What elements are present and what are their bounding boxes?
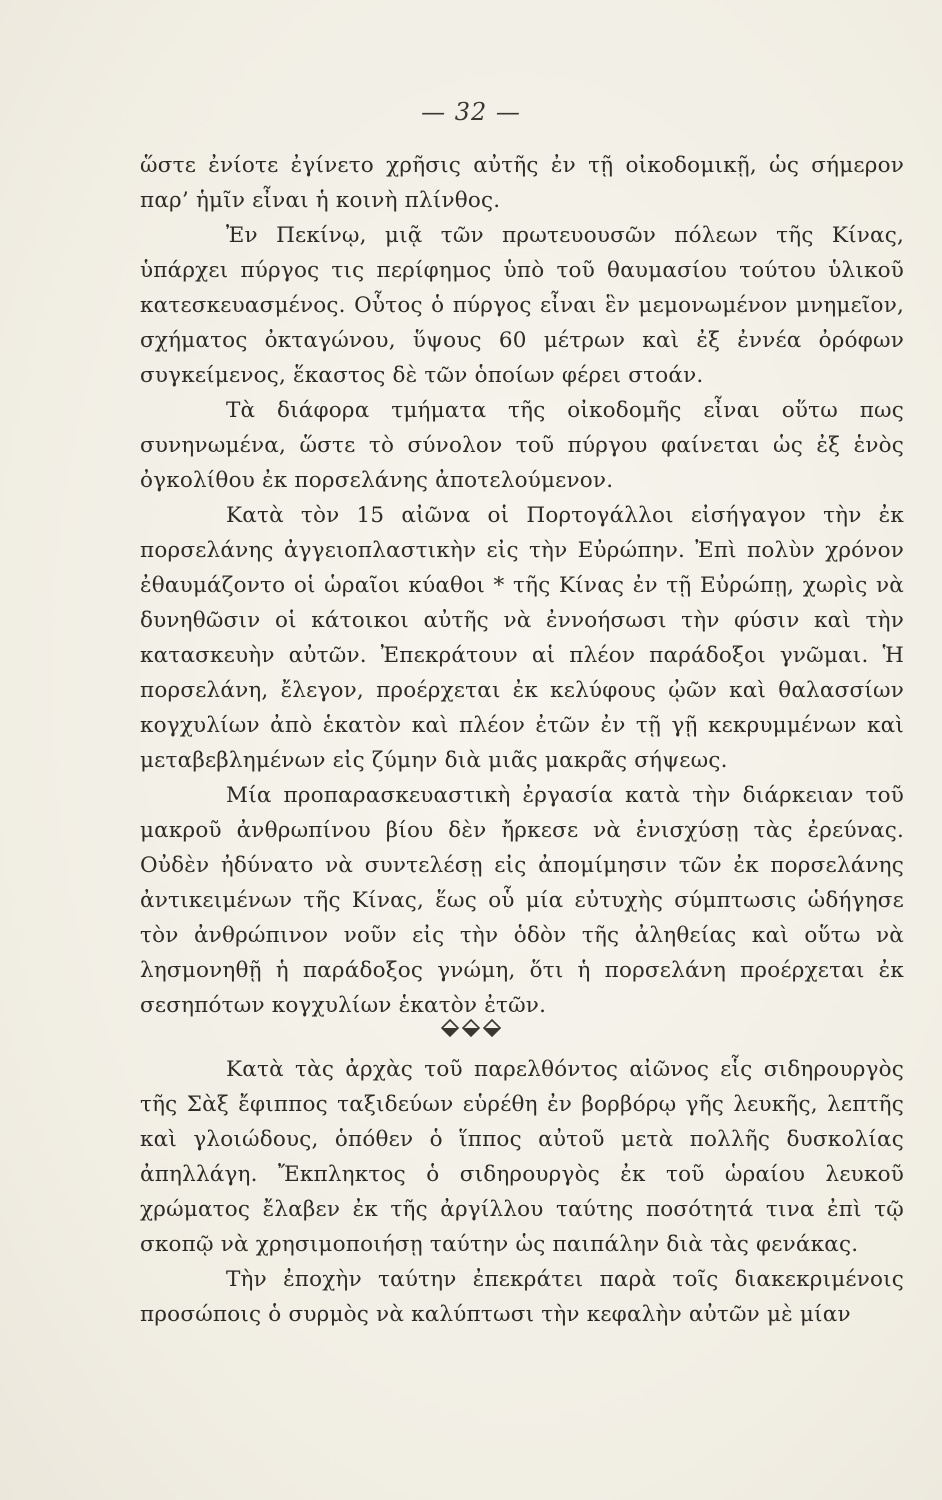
main-text-section xyxy=(140,148,904,1023)
paragraph: Τὴν ἐποχὴν ταύτην ἐπεκράτει παρὰ τοῖς διακεκριμένοις προσώποις ὁ συρμὸς νὰ καλύπτωσι τὴν κεφαλὴν αὐτῶν μὲ μίαν xyxy=(140,1267,904,1327)
paragraph: Κατὰ τὰς ἀρχὰς τοῦ παρελθόντος αἰῶνος εἷς σιδηρουργὸς τῆς Σὰξ ἔφιππος ταξιδεύων εὑρέθη ἐν βορβόρῳ γῆς λευκῆς, λεπτῆς καὶ γλοιώδους, ὁπόθεν ὁ ἵππος αὐτοῦ μετὰ πολλῆς δυσκολίας ἀπηλλάγη. Ἔκπληκτος ὁ σιδηρουργὸς ἐκ τοῦ ὡραίου λευκοῦ χρώματος ἔλαβεν ἐκ τῆς ἀργίλλου ταύτης ποσότητά τινα ἐπὶ τῷ σκοπῷ νὰ χρησιμοποιήσῃ ταύτην ὡς παιπάλην διὰ τὰς φενάκας. xyxy=(140,1057,904,1257)
paragraph: Μία προπαρασκευαστικὴ ἐργασία κατὰ τὴν διάρκειαν τοῦ μακροῦ ἀνθρωπίνου βίου δὲν ἤρκεσε νὰ ἐνισχύσῃ τὰς ἐρεύνας. Οὐδὲν ἠδύνατο νὰ συντελέσῃ εἰς ἀπομίμησιν τῶν ἐκ πορσελάνης ἀντικειμένων τῆς Κίνας, ἕως οὗ μία εὐτυχὴς σύμπτωσις ὡδήγησε τὸν ἀνθρώπινον νοῦν εἰς τὴν ὁδὸν τῆς ἀληθείας καὶ οὕτω νὰ λησμονηθῇ ἡ παράδοξος γνώμη, ὅτι ἡ πορσελάνη προέρχεται ἐκ σεσηπότων κογχυλίων ἑκατὸν ἐτῶν. xyxy=(140,783,904,1018)
section-divider xyxy=(0,1008,942,1048)
second-text-section xyxy=(140,1052,904,1332)
page-number: — 32 — xyxy=(421,98,521,126)
paragraph: ὥστε ἐνίοτε ἐγίνετο χρῆσις αὐτῆς ἐν τῇ οἰκοδομικῇ, ὡς σήμερον παρ’ ἡμῖν εἶναι ἡ κοινὴ πλίνθος. xyxy=(140,153,904,213)
paragraph: Ἐν Πεκίνῳ, μιᾷ τῶν πρωτευουσῶν πόλεων τῆς Κίνας, ὑπάρχει πύργος τις περίφημος ὑπὸ τοῦ θαυμασίου τούτου ὑλικοῦ κατεσκευασμένος. Οὗτος ὁ πύργος εἶναι ἓν μεμονωμένον μνημεῖον, σχήματος ὀκταγώνου, ὕψους 60 μέτρων καὶ ἐξ ἐννέα ὀρόφων συγκείμενος, ἕκαστος δὲ τῶν ὁποίων φέρει στοάν. xyxy=(140,223,904,388)
paragraph: Τὰ διάφορα τμήματα τῆς οἰκοδομῆς εἶναι οὕτω πως συνηνωμένα, ὥστε τὸ σύνολον τοῦ πύργου φαίνεται ὡς ἐξ ἑνὸς ὀγκολίθου ἐκ πορσελάνης ἀποτελούμενον. xyxy=(140,398,904,493)
diamond-triplet-icon xyxy=(440,1018,502,1038)
paragraph: Κατὰ τὸν 15 αἰῶνα οἱ Πορτογάλλοι εἰσήγαγον τὴν ἐκ πορσελάνης ἀγγειοπλαστικὴν εἰς τὴν Εὐρώπην. Ἐπὶ πολὺν χρόνον ἐθαυμάζοντο οἱ ὡραῖοι κύαθοι * τῆς Κίνας ἐν τῇ Εὐρώπῃ, χωρὶς νὰ δυνηθῶσιν οἱ κάτοικοι αὐτῆς νὰ ἐννοήσωσι τὴν φύσιν καὶ τὴν κατασκευὴν αὐτῶν. Ἐπεκράτουν αἱ πλέον παράδοξοι γνῶμαι. Ἡ πορσελάνη, ἔλεγον, προέρχεται ἐκ κελύφους ᾠῶν καὶ θαλασσίων κογχυλίων ἀπὸ ἑκατὸν καὶ πλέον ἐτῶν ἐν τῇ γῇ κεκρυμμένων καὶ μεταβεβλημένων εἰς ζύμην διὰ μιᾶς μακρᾶς σήψεως. xyxy=(140,503,904,773)
